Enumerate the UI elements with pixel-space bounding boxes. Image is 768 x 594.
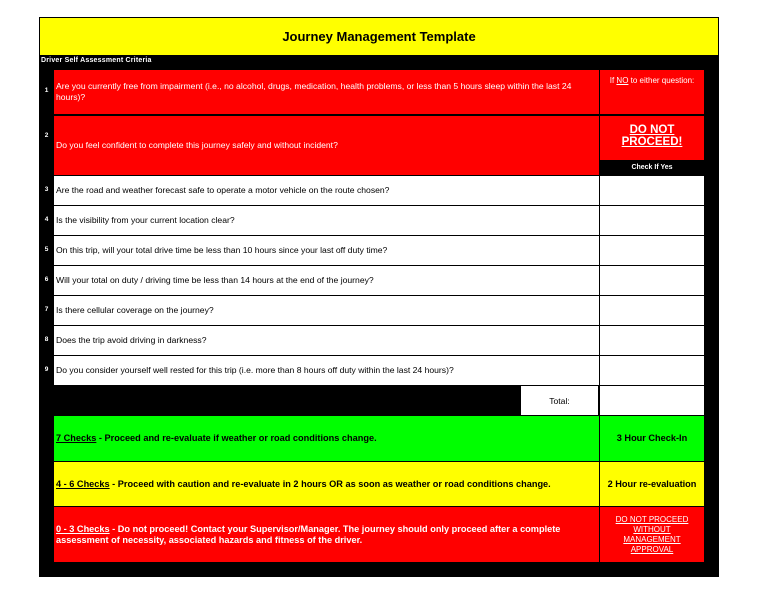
result-range: 0 - 3 Checks — [56, 523, 110, 534]
question-2: Do you feel confident to complete this journey safely and without incident? — [54, 116, 599, 175]
question-9: Do you consider yourself well rested for this trip (i.e. more than 8 hours off duty within the last 24 hours)? — [54, 356, 599, 385]
check-box-8[interactable] — [600, 326, 704, 355]
question-3: Are the road and weather forecast safe to operate a motor vehicle on the route chosen? — [54, 176, 599, 205]
check-box-9[interactable] — [600, 356, 704, 385]
result-action-red: DO NOT PROCEED WITHOUT MANAGEMENT APPROVAL — [600, 507, 704, 562]
total-label: Total: — [521, 386, 598, 415]
question-7: Is there cellular coverage on the journey? — [54, 296, 599, 325]
result-text: - Do not proceed! Contact your Supervisor/Manager. The journey should only proceed after a complete assessment of necessity, associated hazards and fitness of the driver. — [56, 523, 561, 545]
result-range: 7 Checks — [56, 433, 97, 443]
result-band-yellow — [54, 462, 599, 506]
question-number: 9 — [44, 366, 49, 373]
result-band-red — [54, 507, 599, 562]
result-text: - Proceed with caution and re-evaluate in 2 hours OR as soon as weather or road conditions change. — [109, 478, 551, 489]
question-number: 2 — [44, 132, 49, 139]
check-box-5[interactable] — [600, 236, 704, 265]
check-box-3[interactable] — [600, 176, 704, 205]
result-text: - Proceed and re-evaluate if weather or road conditions change. — [96, 433, 377, 443]
check-box-7[interactable] — [600, 296, 704, 325]
question-4: Is the visibility from your current location clear? — [54, 206, 599, 235]
question-5: On this trip, will your total drive time be less than 10 hours since your last off duty time? — [54, 236, 599, 265]
no-warning-box — [600, 70, 704, 114]
warning-no: NO — [616, 76, 629, 85]
question-number: 8 — [44, 336, 49, 343]
warning-suffix: to either question: — [628, 76, 695, 85]
warning-prefix: If — [609, 76, 617, 85]
question-number: 1 — [44, 87, 49, 94]
question-number: 6 — [44, 276, 49, 283]
journey-template-sheet — [39, 17, 719, 577]
result-action-yellow: 2 Hour re-evaluation — [600, 462, 704, 506]
result-action-green: 3 Hour Check-In — [600, 416, 704, 461]
check-if-yes-header: Check If Yes — [631, 164, 673, 171]
result-band-green — [54, 416, 599, 461]
question-number: 4 — [44, 216, 49, 223]
question-number: 7 — [44, 306, 49, 313]
section-label: Driver Self Assessment Criteria — [41, 57, 152, 64]
question-8: Does the trip avoid driving in darkness? — [54, 326, 599, 355]
do-not-proceed-box: DO NOT PROCEED! — [600, 116, 704, 160]
page-title: Journey Management Template — [40, 18, 718, 55]
question-number: 3 — [44, 186, 49, 193]
question-6: Will your total on duty / driving time be less than 14 hours at the end of the journey? — [54, 266, 599, 295]
check-box-4[interactable] — [600, 206, 704, 235]
question-number: 5 — [44, 246, 49, 253]
question-1: Are you currently free from impairment (i.e., no alcohol, drugs, medication, health problems, or less than 5 hours sleep within the last 24 hours)? — [54, 70, 599, 114]
total-field[interactable] — [600, 386, 704, 415]
result-range: 4 - 6 Checks — [56, 478, 110, 489]
total-spacer — [54, 386, 520, 415]
check-box-6[interactable] — [600, 266, 704, 295]
